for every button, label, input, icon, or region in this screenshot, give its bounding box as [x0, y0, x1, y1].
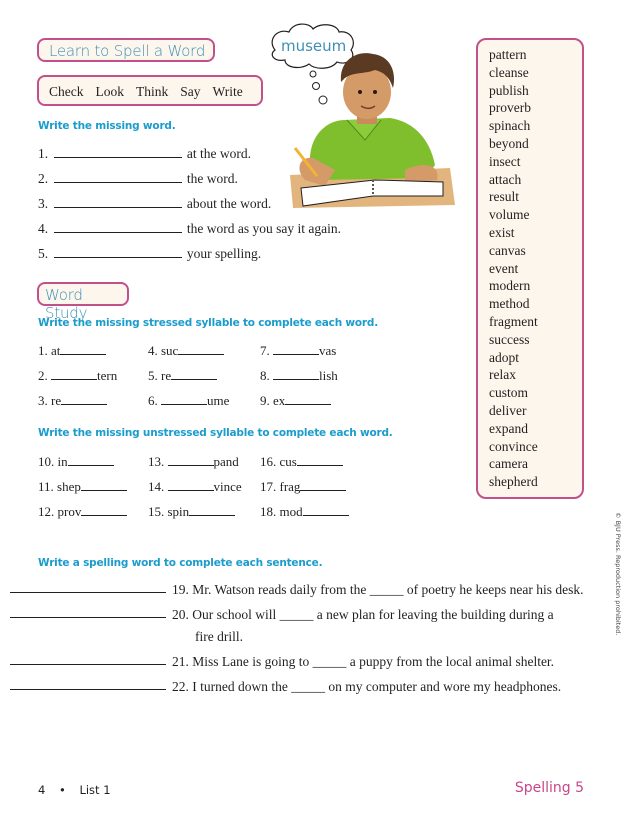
- word-list-item: spinach: [489, 118, 531, 134]
- syllable-item: 5. re: [148, 368, 217, 384]
- syllable-blank[interactable]: [68, 464, 114, 466]
- answer-blank[interactable]: [54, 231, 182, 233]
- footer-page-info: [38, 783, 111, 797]
- learn-item-3: 3. about the word.: [38, 196, 272, 211]
- syllable-blank[interactable]: [60, 353, 106, 355]
- step-write: Write: [212, 84, 243, 99]
- sentence-answer-blank-19[interactable]: [10, 592, 166, 593]
- word-list-item: proverb: [489, 100, 531, 116]
- syllable-blank[interactable]: [300, 489, 346, 491]
- syllable-item: 7. vas: [260, 343, 337, 358]
- answer-blank[interactable]: [54, 156, 182, 158]
- word-list-item: volume: [489, 207, 530, 223]
- syllable-blank[interactable]: [161, 403, 207, 405]
- word-list-item: custom: [489, 385, 528, 401]
- syllable-item: 11. shep: [38, 479, 127, 495]
- syllable-blank[interactable]: [61, 403, 107, 405]
- syllable-blank[interactable]: [171, 378, 217, 380]
- answer-blank[interactable]: [54, 181, 182, 183]
- word-list-item: publish: [489, 82, 529, 98]
- thought-word: museum: [281, 37, 347, 55]
- learn-title: Learn to Spell a Word: [49, 42, 206, 60]
- word-list-item: method: [489, 296, 530, 312]
- syllable-item: 4. suc: [148, 343, 224, 359]
- syllable-item: 8. lish: [260, 368, 338, 383]
- syllable-item: 3. re: [38, 393, 107, 409]
- syllable-item: 2. tern: [38, 368, 118, 383]
- sentence-19: 19. Mr. Watson reads daily from the _____ of poetry he keeps near his desk.: [172, 582, 584, 597]
- syllable-blank[interactable]: [189, 514, 235, 516]
- learn-item-4: 4. the word as you say it again.: [38, 221, 341, 236]
- answer-blank[interactable]: [54, 256, 182, 258]
- syllable-item: 16. cus: [260, 454, 343, 470]
- word-list-item: beyond: [489, 135, 529, 151]
- syllable-item: 9. ex: [260, 393, 331, 409]
- word-list-item: expand: [489, 420, 528, 436]
- sentence-20: 20. Our school will _____ a new plan for leaving the building during a: [172, 607, 554, 622]
- sentence-answer-blank-20[interactable]: [10, 617, 166, 618]
- step-think: Think: [136, 84, 169, 99]
- learn-item-1: 1. at the word.: [38, 146, 251, 161]
- word-list-item: insect: [489, 153, 521, 169]
- syllable-item: 14. vince: [148, 479, 242, 494]
- word-list-item: event: [489, 260, 519, 276]
- word-study-title-box: [37, 282, 129, 322]
- page-number: 4: [38, 783, 46, 797]
- syllable-item: 12. prov: [38, 504, 127, 520]
- syllable-blank[interactable]: [178, 353, 224, 355]
- syllable-item: 17. frag: [260, 479, 346, 495]
- word-list-item: cleanse: [489, 64, 529, 80]
- syllable-blank[interactable]: [168, 489, 214, 491]
- word-list-item: camera: [489, 456, 528, 472]
- step-check: Check: [49, 84, 84, 99]
- sentence-21: 21. Miss Lane is going to _____ a puppy from the local animal shelter.: [172, 654, 555, 669]
- spelling-word-list: [476, 38, 584, 499]
- word-list-item: canvas: [489, 242, 526, 258]
- syllable-blank[interactable]: [273, 378, 319, 380]
- learn-item-5: 5. your spelling.: [38, 246, 262, 261]
- list-label: List 1: [79, 783, 111, 797]
- learn-item-2: 2. the word.: [38, 171, 238, 186]
- answer-blank[interactable]: [54, 206, 182, 208]
- syllable-blank[interactable]: [303, 514, 349, 516]
- syllable-item: 13. pand: [148, 454, 239, 469]
- word-list-item: adopt: [489, 349, 519, 365]
- instruction-unstressed: Write the missing unstressed syllable to complete each word.: [38, 427, 393, 439]
- instruction-sentences: Write a spelling word to complete each sentence.: [38, 557, 323, 569]
- book-title: Spelling 5: [514, 780, 584, 796]
- word-list-item: deliver: [489, 402, 527, 418]
- instruction-stressed: Write the missing stressed syllable to complete each word.: [38, 317, 379, 329]
- word-study-title: Word Study: [45, 286, 88, 322]
- word-list-item: convince: [489, 438, 538, 454]
- word-list-item: exist: [489, 224, 515, 240]
- word-list-item: attach: [489, 171, 522, 187]
- syllable-item: 6. ume: [148, 393, 230, 408]
- instruction-missing-word: Write the missing word.: [38, 120, 176, 132]
- word-list-item: result: [489, 189, 519, 205]
- syllable-blank[interactable]: [168, 464, 214, 466]
- step-say: Say: [180, 84, 201, 99]
- learn-title-box: [37, 38, 215, 62]
- syllable-item: 15. spin: [148, 504, 235, 520]
- syllable-blank[interactable]: [285, 403, 331, 405]
- syllable-blank[interactable]: [51, 378, 97, 380]
- word-list-item: pattern: [489, 47, 527, 62]
- steps-box: [37, 75, 263, 106]
- sentence-answer-blank-21[interactable]: [10, 664, 166, 665]
- word-list-item: fragment: [489, 313, 538, 329]
- step-look: Look: [95, 84, 124, 99]
- sentence-answer-blank-22[interactable]: [10, 689, 166, 690]
- word-list-item: success: [489, 331, 530, 347]
- word-list-item: relax: [489, 367, 516, 383]
- syllable-item: 18. mod: [260, 504, 349, 520]
- sentence-22: 22. I turned down the _____ on my computer and wore my headphones.: [172, 679, 562, 694]
- sentence-20-cont: fire drill.: [195, 629, 243, 644]
- syllable-blank[interactable]: [297, 464, 343, 466]
- word-list-item: modern: [489, 278, 531, 294]
- copyright-notice: © BJU Press. Reproduction prohibited.: [614, 512, 622, 636]
- syllable-item: 10. in: [38, 454, 114, 470]
- syllable-item: 1. at: [38, 343, 106, 359]
- syllable-blank[interactable]: [81, 514, 127, 516]
- footer-bullet: •: [58, 783, 66, 797]
- word-list-item: shepherd: [489, 474, 538, 490]
- syllable-blank[interactable]: [273, 353, 319, 355]
- syllable-blank[interactable]: [81, 489, 127, 491]
